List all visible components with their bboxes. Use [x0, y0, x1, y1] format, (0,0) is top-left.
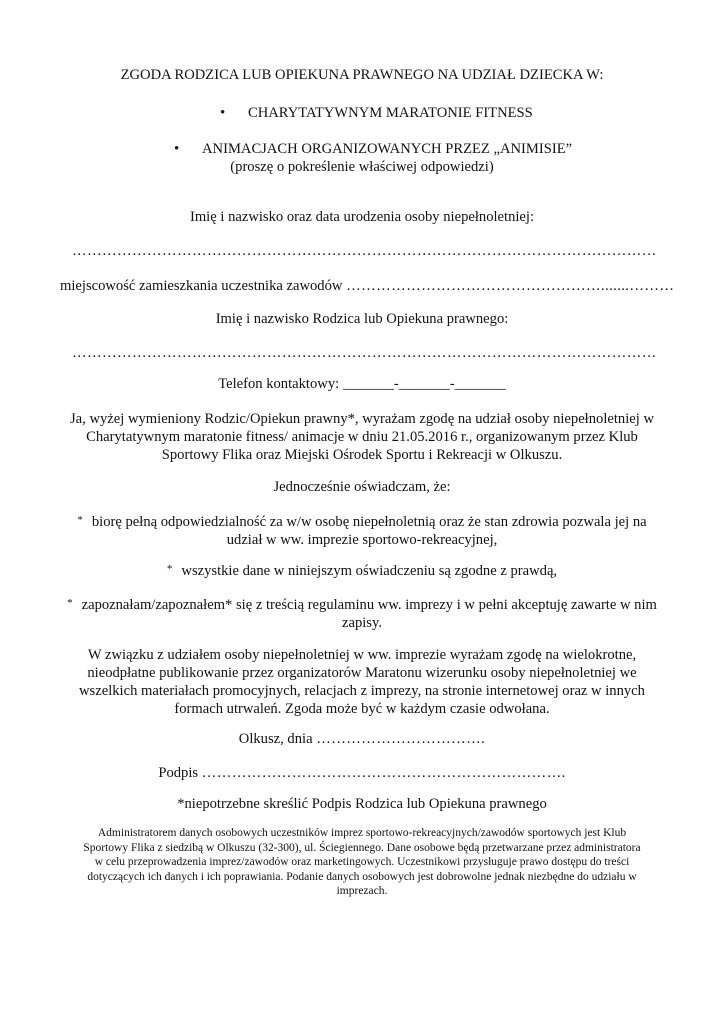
- bullet-icon: •: [174, 141, 180, 157]
- privacy-notice-text: Administratorem danych osobowych uczestników imprez sportowo-rekreacyjnych/zawodów sportowych jest Klub Sportowy Flika z siedzibą w Olkuszu (32-300), ul. Ściegiennego. Dane osobowe będą przetwarzane przez administratora w celu przeprowadzenia imprez/zawodów oraz marketingowych. Uczestnikowi przysługuje prawo dostępu do treści dotyczących ich danych i ich poprawiania. Podanie danych osobowych jest dobrowolne jednak niezbędne do udziału w imprezach.: [83, 827, 641, 897]
- residence-dotted-line[interactable]: …………………………………………….......………: [346, 278, 675, 294]
- footnote-text: *niepotrzebne skreślić Podpis Rodzica lub Opiekuna prawnego: [177, 796, 547, 812]
- phone-blank-field[interactable]: _______-_______-_______: [342, 376, 506, 392]
- consent-text: Ja, wyżej wymieniony Rodzic/Opiekun prawny*, wyrażam zgodę na udział osoby niepełnoletniej w Charytatywnym maratonie fitness/ animacje w dniu 21.05.2016 r., organizowanym przez Klub Sportowy Flika oraz Miejski Ośrodek Sportu i Rekreacji w Olkuszu.: [70, 411, 654, 463]
- residence-label: miejscowość zamieszkania uczestnika zawodów: [60, 278, 343, 294]
- option-fitness-label: CHARYTATYWNYM MARATONIE FITNESS: [248, 105, 533, 121]
- asterisk-icon: *: [166, 563, 173, 575]
- parent-name-label: [60, 310, 664, 328]
- phone-label: Telefon kontaktowy:: [218, 376, 340, 392]
- phone-row: [60, 375, 664, 393]
- child-name-dotted-line[interactable]: ………………………………………………………………………………………………………: [72, 243, 657, 259]
- form-title: [60, 66, 664, 84]
- parent-name-dotted-line[interactable]: ………………………………………………………………………………………………………: [72, 345, 657, 361]
- declaration-text: zapoznałam/zapoznałem* się z treścią regulaminu ww. imprezy i w pełni akceptuję zawarte w nim zapisy.: [81, 597, 657, 631]
- place-date-label: Olkusz, dnia: [238, 731, 313, 747]
- declaration-intro: [60, 478, 664, 496]
- asterisk-icon: *: [77, 514, 83, 526]
- signature-row: [60, 764, 664, 782]
- privacy-notice: [80, 826, 644, 899]
- declaration-item: [66, 594, 658, 632]
- signature-label: Podpis: [158, 765, 199, 781]
- option-animations-label: ANIMACJACH ORGANIZOWANYCH PRZEZ „ANIMISIE”: [202, 141, 573, 157]
- footnote: [60, 795, 664, 813]
- option-hint: [60, 158, 664, 176]
- declaration-text: biorę pełną odpowiedzialność za w/w osobę niepełnoletnią oraz że stan zdrowia pozwala jej na udział w ww. imprezie sportowo-rekreacyjnej,: [91, 514, 647, 548]
- image-consent-text: W związku z udziałem osoby niepełnoletniej w ww. imprezie wyrażam zgodę na wielokrotne, nieodpłatne publikowanie przez organizatorów Maratonu wizerunku osoby niepełnoletniej we wszelkich materiałach promocyjnych, relacjach z imprezy, na stronie internetowej oraz w innych formach utrwaleń. Zgoda może być w każdym czasie odwołana.: [79, 647, 645, 717]
- option-hint-text: (proszę o pokreślenie właściwej odpowiedzi): [230, 159, 494, 175]
- declaration-text: wszystkie dane w niniejszym oświadczeniu są zgodne z prawdą,: [181, 563, 558, 579]
- child-name-label: [60, 208, 664, 226]
- bullet-icon: •: [220, 105, 226, 121]
- consent-paragraph: [58, 410, 666, 464]
- asterisk-icon: *: [67, 597, 73, 609]
- image-consent-paragraph: [66, 646, 658, 718]
- form-title-text: ZGODA RODZICA LUB OPIEKUNA PRAWNEGO NA UDZIAŁ DZIECKA W:: [120, 67, 604, 83]
- declaration-intro-text: Jednocześnie oświadczam, że:: [273, 479, 451, 495]
- declaration-item: [60, 560, 664, 580]
- child-name-field[interactable]: [72, 242, 656, 260]
- parent-name-label-text: Imię i nazwisko Rodzica lub Opiekuna prawnego:: [215, 311, 509, 327]
- option-animations: [174, 140, 654, 158]
- residence-row: [60, 277, 675, 295]
- parent-name-field[interactable]: [72, 344, 656, 362]
- date-dotted-line[interactable]: …………………………….: [316, 731, 486, 747]
- child-name-label-text: Imię i nazwisko oraz data urodzenia osoby niepełnoletniej:: [189, 209, 535, 225]
- option-fitness: [220, 104, 660, 122]
- place-date-row: [60, 730, 664, 748]
- declaration-item: [66, 511, 658, 549]
- signature-dotted-line[interactable]: ……………………………………………………………….: [201, 765, 566, 781]
